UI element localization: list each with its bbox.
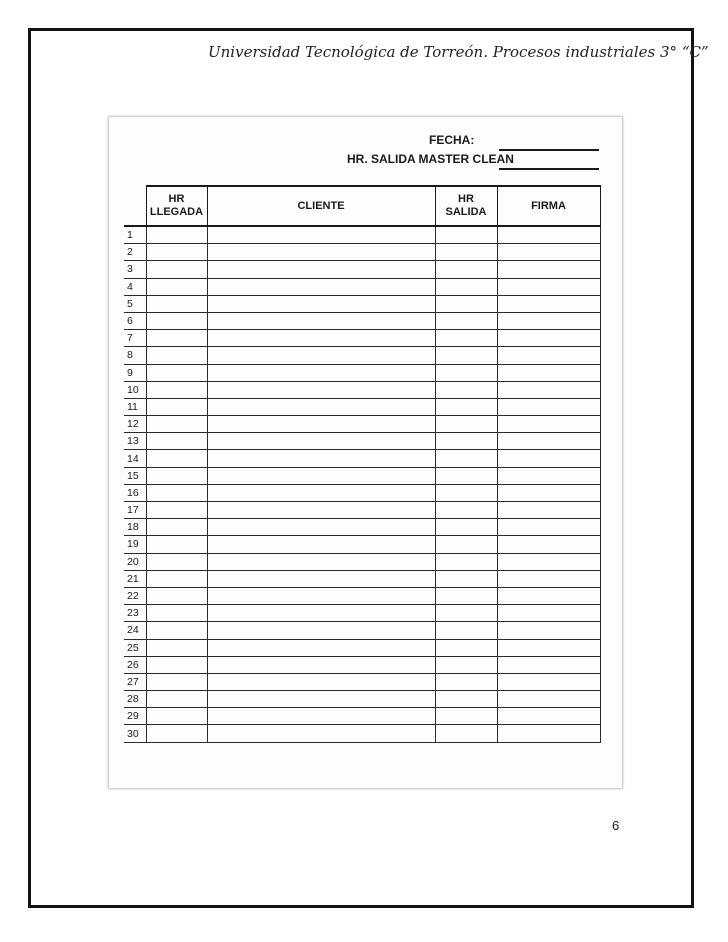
- hr-salida-cell: [435, 381, 497, 398]
- table-row: [124, 708, 600, 725]
- cliente-cell: [207, 364, 435, 381]
- hr-salida-cell: [435, 605, 497, 622]
- hr-llegada-cell: [146, 656, 207, 673]
- row-number: 6: [124, 312, 146, 329]
- hr-llegada-cell: [146, 312, 207, 329]
- cliente-cell: [207, 553, 435, 570]
- hr-llegada-cell: [146, 484, 207, 501]
- cliente-cell: [207, 450, 435, 467]
- row-number: 26: [124, 656, 146, 673]
- cliente-cell: [207, 673, 435, 690]
- table-row: [124, 364, 600, 381]
- hr-llegada-cell: [146, 364, 207, 381]
- table-row: [124, 295, 600, 312]
- row-number: 15: [124, 467, 146, 484]
- firma-cell: [497, 708, 600, 725]
- row-number: 27: [124, 673, 146, 690]
- firma-cell: [497, 725, 600, 742]
- table-row: [124, 639, 600, 656]
- table-header-row: [124, 186, 600, 226]
- row-number: 3: [124, 261, 146, 278]
- hr-llegada-cell: [146, 416, 207, 433]
- row-number: 25: [124, 639, 146, 656]
- hr-llegada-cell: [146, 519, 207, 536]
- firma-cell: [497, 656, 600, 673]
- firma-cell: [497, 450, 600, 467]
- firma-cell: [497, 605, 600, 622]
- row-number: 24: [124, 622, 146, 639]
- cliente-cell: [207, 416, 435, 433]
- cliente-cell: [207, 312, 435, 329]
- row-number: 10: [124, 381, 146, 398]
- row-number: 29: [124, 708, 146, 725]
- row-number: 1: [124, 226, 146, 244]
- row-number: 4: [124, 278, 146, 295]
- hr-salida-cell: [435, 622, 497, 639]
- table-row: [124, 691, 600, 708]
- hr-llegada-cell: [146, 398, 207, 415]
- hr-salida-cell: [435, 450, 497, 467]
- cliente-cell: [207, 587, 435, 604]
- row-number: 18: [124, 519, 146, 536]
- salida-master-clean-label: HR. SALIDA MASTER CLEAN: [347, 152, 514, 166]
- hr-salida-cell: [435, 364, 497, 381]
- hr-salida-cell: [435, 484, 497, 501]
- fecha-line: [499, 149, 599, 151]
- page-number: 6: [612, 818, 620, 833]
- cliente-cell: [207, 433, 435, 450]
- firma-cell: [497, 519, 600, 536]
- cliente-cell: [207, 295, 435, 312]
- cliente-cell: [207, 226, 435, 244]
- cliente-cell: [207, 484, 435, 501]
- hr-salida-cell: [435, 398, 497, 415]
- hr-salida-cell: [435, 570, 497, 587]
- cliente-cell: [207, 278, 435, 295]
- firma-cell: [497, 570, 600, 587]
- row-number: 22: [124, 587, 146, 604]
- row-number: 16: [124, 484, 146, 501]
- hr-llegada-cell: [146, 450, 207, 467]
- hr-salida-cell: [435, 673, 497, 690]
- firma-cell: [497, 398, 600, 415]
- cliente-cell: [207, 519, 435, 536]
- cliente-cell: [207, 261, 435, 278]
- fecha-label: FECHA:: [429, 133, 475, 147]
- row-number: 21: [124, 570, 146, 587]
- table-row: [124, 622, 600, 639]
- hr-salida-cell: [435, 261, 497, 278]
- table-row: [124, 450, 600, 467]
- cliente-cell: [207, 502, 435, 519]
- cliente-cell: [207, 656, 435, 673]
- firma-cell: [497, 587, 600, 604]
- hr-salida-cell: [435, 502, 497, 519]
- hr-llegada-cell: [146, 244, 207, 261]
- hr-salida-cell: [435, 553, 497, 570]
- table-row: [124, 484, 600, 501]
- table-row: [124, 433, 600, 450]
- firma-cell: [497, 347, 600, 364]
- cliente-cell: [207, 381, 435, 398]
- cliente-cell: [207, 330, 435, 347]
- table-row: [124, 398, 600, 415]
- firma-cell: [497, 553, 600, 570]
- hr-salida-cell: [435, 519, 497, 536]
- hr-salida-cell: [435, 725, 497, 742]
- hr-salida-cell: [435, 295, 497, 312]
- row-number: 20: [124, 553, 146, 570]
- cliente-cell: [207, 691, 435, 708]
- hr-salida-cell: [435, 278, 497, 295]
- firma-cell: [497, 673, 600, 690]
- firma-cell: [497, 622, 600, 639]
- cliente-cell: [207, 536, 435, 553]
- table-row: [124, 416, 600, 433]
- hr-llegada-cell: [146, 570, 207, 587]
- table-row: [124, 347, 600, 364]
- firma-cell: [497, 502, 600, 519]
- row-number: 12: [124, 416, 146, 433]
- hr-salida-cell: [435, 416, 497, 433]
- cliente-cell: [207, 244, 435, 261]
- table-row: [124, 536, 600, 553]
- hr-llegada-cell: [146, 622, 207, 639]
- firma-cell: [497, 536, 600, 553]
- firma-cell: [497, 691, 600, 708]
- firma-cell: [497, 261, 600, 278]
- cliente-header: CLIENTE: [207, 186, 435, 226]
- cliente-cell: [207, 570, 435, 587]
- firma-cell: [497, 330, 600, 347]
- cliente-cell: [207, 708, 435, 725]
- hr-salida-cell: [435, 708, 497, 725]
- hr-llegada-cell: [146, 605, 207, 622]
- hr-salida-header: HR SALIDA: [435, 186, 497, 226]
- table-row: [124, 261, 600, 278]
- table-row: [124, 502, 600, 519]
- row-number: 14: [124, 450, 146, 467]
- table-row: [124, 587, 600, 604]
- table-row: [124, 570, 600, 587]
- firma-cell: [497, 295, 600, 312]
- table-row: [124, 381, 600, 398]
- hr-llegada-cell: [146, 639, 207, 656]
- firma-cell: [497, 416, 600, 433]
- firma-cell: [497, 433, 600, 450]
- hr-llegada-cell: [146, 725, 207, 742]
- hr-salida-cell: [435, 226, 497, 244]
- cliente-cell: [207, 605, 435, 622]
- hr-llegada-cell: [146, 691, 207, 708]
- row-number: 7: [124, 330, 146, 347]
- cliente-cell: [207, 725, 435, 742]
- firma-cell: [497, 484, 600, 501]
- hr-salida-cell: [435, 347, 497, 364]
- table-row: [124, 467, 600, 484]
- hr-salida-cell: [435, 330, 497, 347]
- hr-llegada-header: HR LLEGADA: [146, 186, 207, 226]
- row-number: 30: [124, 725, 146, 742]
- hr-llegada-cell: [146, 708, 207, 725]
- hr-salida-cell: [435, 312, 497, 329]
- table-row: [124, 226, 600, 244]
- row-number: 9: [124, 364, 146, 381]
- scanned-form: [109, 117, 622, 788]
- hr-llegada-cell: [146, 295, 207, 312]
- page-header: Universidad Tecnológica de Torreón. Procesos industriales 3° “C”: [208, 43, 709, 61]
- firma-cell: [497, 312, 600, 329]
- firma-cell: [497, 244, 600, 261]
- row-number: 28: [124, 691, 146, 708]
- cliente-cell: [207, 398, 435, 415]
- table-row: [124, 278, 600, 295]
- table-row: [124, 725, 600, 742]
- row-number-header: [124, 186, 146, 226]
- row-number: 13: [124, 433, 146, 450]
- row-number: 5: [124, 295, 146, 312]
- salida-master-clean-line: [499, 168, 599, 170]
- registro-table: [124, 185, 601, 743]
- firma-cell: [497, 278, 600, 295]
- table-row: [124, 330, 600, 347]
- table-row: [124, 519, 600, 536]
- table-row: [124, 553, 600, 570]
- hr-llegada-cell: [146, 261, 207, 278]
- firma-cell: [497, 639, 600, 656]
- hr-llegada-cell: [146, 673, 207, 690]
- table-row: [124, 244, 600, 261]
- hr-llegada-cell: [146, 278, 207, 295]
- hr-salida-cell: [435, 656, 497, 673]
- row-number: 23: [124, 605, 146, 622]
- row-number: 8: [124, 347, 146, 364]
- cliente-cell: [207, 467, 435, 484]
- row-number: 2: [124, 244, 146, 261]
- cliente-cell: [207, 639, 435, 656]
- hr-salida-cell: [435, 433, 497, 450]
- hr-llegada-cell: [146, 467, 207, 484]
- hr-llegada-cell: [146, 347, 207, 364]
- hr-llegada-cell: [146, 330, 207, 347]
- firma-cell: [497, 364, 600, 381]
- hr-salida-cell: [435, 244, 497, 261]
- table-row: [124, 673, 600, 690]
- firma-cell: [497, 381, 600, 398]
- row-number: 17: [124, 502, 146, 519]
- hr-llegada-cell: [146, 502, 207, 519]
- hr-llegada-cell: [146, 381, 207, 398]
- row-number: 19: [124, 536, 146, 553]
- hr-salida-cell: [435, 467, 497, 484]
- firma-header: FIRMA: [497, 186, 600, 226]
- hr-llegada-cell: [146, 553, 207, 570]
- cliente-cell: [207, 347, 435, 364]
- hr-llegada-cell: [146, 433, 207, 450]
- row-number: 11: [124, 398, 146, 415]
- hr-salida-cell: [435, 536, 497, 553]
- table-row: [124, 605, 600, 622]
- hr-llegada-cell: [146, 587, 207, 604]
- cliente-cell: [207, 622, 435, 639]
- hr-llegada-cell: [146, 226, 207, 244]
- hr-llegada-cell: [146, 536, 207, 553]
- table-row: [124, 312, 600, 329]
- hr-salida-cell: [435, 587, 497, 604]
- firma-cell: [497, 467, 600, 484]
- hr-salida-cell: [435, 639, 497, 656]
- hr-salida-cell: [435, 691, 497, 708]
- table-row: [124, 656, 600, 673]
- firma-cell: [497, 226, 600, 244]
